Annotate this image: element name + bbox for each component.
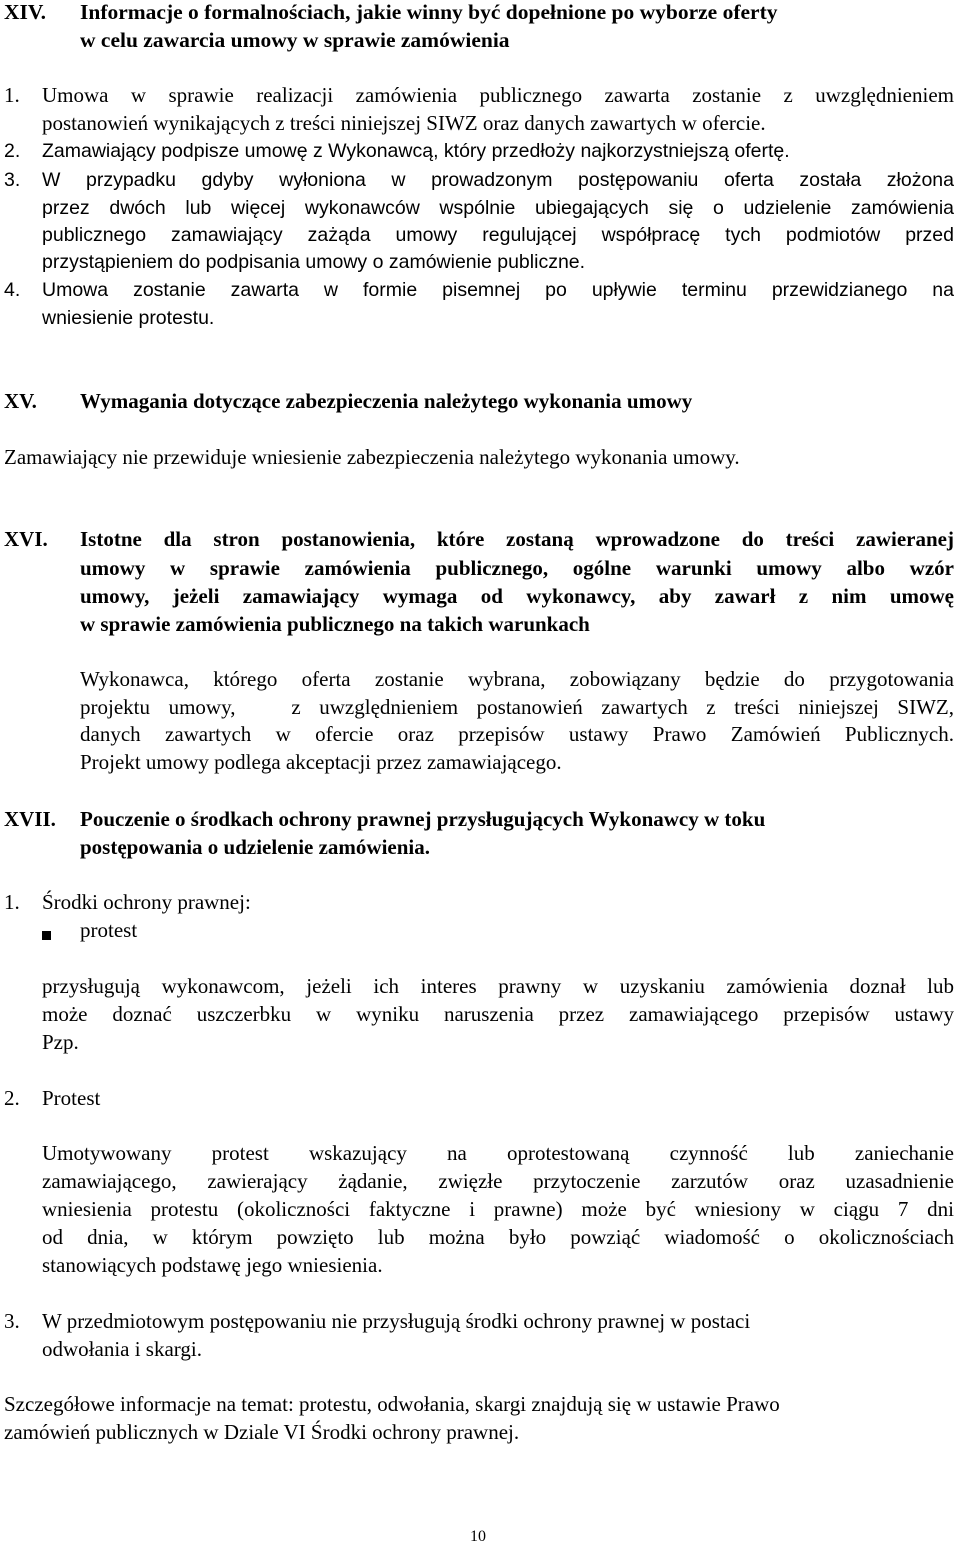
item-3-number: 3. <box>4 169 21 191</box>
section-16-title-line2: umowy w sprawie zamówienia publicznego, ogólne warunki umowy albo wzór <box>80 556 954 580</box>
s17-item-3-body-line1: W przedmiotowym postępowaniu nie przysługują środki ochrony prawnej w postaci <box>42 1309 751 1333</box>
section-17-number: XVII. <box>4 807 56 831</box>
s17-item-2-body-line3: wniesienia protestu (okoliczności faktyczne i prawne) może być wniesiony w ciągu 7 dni <box>42 1197 954 1221</box>
item-1-line2: postanowień wynikających z treści niniejszej SIWZ oraz danych zawartych w ofercie. <box>42 111 766 135</box>
section-16-body-line4: Projekt umowy podlega akceptacji przez zamawiającego. <box>80 750 562 774</box>
s17-item-1-body-line1: przysługują wykonawcom, jeżeli ich interes prawny w uzyskaniu zamówienia doznał lub <box>42 974 954 998</box>
s17-item-2-body-line5: stanowiących podstawę jego wniesienia. <box>42 1253 383 1277</box>
item-1-number: 1. <box>4 83 20 107</box>
item-3-line3: publicznego zamawiający zażąda umowy regulującej współpracę tych podmiotów przed <box>42 224 954 246</box>
item-4-line2: wniesienie protestu. <box>42 307 215 329</box>
bullet-square-icon <box>42 923 51 948</box>
final-note-line2: zamówień publicznych w Dziale VI Środki ochrony prawnej. <box>4 1420 520 1444</box>
section-14-number: XIV. <box>4 0 47 24</box>
section-16-body-line1: Wykonawca, którego oferta zostanie wybrana, zobowiązany będzie do przygotowania <box>80 667 954 691</box>
section-14-title-line2: w celu zawarcia umowy w sprawie zamówienia <box>80 28 510 52</box>
item-3-line4: przystąpieniem do podpisania umowy o zamówienie publiczne. <box>42 251 586 273</box>
section-17-title-line2: postępowania o udzielenie zamówienia. <box>80 835 430 859</box>
section-16-title-line4: w sprawie zamówienia publicznego na takich warunkach <box>80 612 590 636</box>
item-1-line1: Umowa w sprawie realizacji zamówienia publicznego zawarta zostanie z uwzględnieniem <box>42 83 954 107</box>
s17-item-1-body-line2: może doznać uszczerbku w wyniku naruszenia przez zamawiającego przepisów ustawy <box>42 1002 954 1026</box>
s17-item-1-body-line3: Pzp. <box>42 1030 79 1054</box>
s17-item-2-body-line1: Umotywowany protest wskazujący na oprotestowaną czynność lub zaniechanie <box>42 1141 954 1165</box>
section-16-body-line2: projektu umowy, z uwzględnieniem postanowień zawartych z treści niniejszej SIWZ, <box>80 695 954 719</box>
item-4-number: 4. <box>4 279 21 301</box>
section-15-number: XV. <box>4 389 37 413</box>
item-3-line2: przez dwóch lub więcej wykonawców wspólnie ubiegających się o udzielenie zamówienia <box>42 197 954 219</box>
section-16-title-line3: umowy, jeżeli zamawiający wymaga od wykonawcy, aby zawarł z nim umowę <box>80 584 954 608</box>
section-15-body: Zamawiający nie przewiduje wniesienie zabezpieczenia należytego wykonania umowy. <box>4 445 740 469</box>
s17-item-1-label: Środki ochrony prawnej: <box>42 890 251 914</box>
final-note-line1: Szczegółowe informacje na temat: protestu, odwołania, skargi znajdują się w ustawie Prawo <box>4 1392 780 1416</box>
item-4-line1: Umowa zostanie zawarta w formie pisemnej po upływie terminu przewidzianego na <box>42 279 954 301</box>
section-16-number: XVI. <box>4 527 48 551</box>
s17-item-2-number: 2. <box>4 1086 20 1110</box>
s17-item-2-body-line2: zamawiającego, zawierający żądanie, zwięzłe przytoczenie zarzutów oraz uzasadnienie <box>42 1169 954 1193</box>
bullet-text: protest <box>80 918 138 942</box>
s17-item-1-number: 1. <box>4 890 20 914</box>
item-3-line1: W przypadku gdyby wyłoniona w prowadzonym postępowaniu oferta została złożona <box>42 169 954 191</box>
page-number: 10 <box>470 1528 486 1545</box>
s17-item-2-label: Protest <box>42 1086 101 1110</box>
s17-item-2-body-line4: od dnia, w którym powzięto lub można było powziąć wiadomość o okolicznościach <box>42 1225 954 1249</box>
section-16-title-line1: Istotne dla stron postanowienia, które zostaną wprowadzone do treści zawieranej <box>80 527 954 551</box>
section-14-title-line1: Informacje o formalnościach, jakie winny być dopełnione po wyborze oferty <box>80 0 778 24</box>
s17-item-3-number: 3. <box>4 1309 20 1333</box>
section-17-title-line1: Pouczenie o środkach ochrony prawnej przysługujących Wykonawcy w toku <box>80 807 766 831</box>
section-15-title: Wymagania dotyczące zabezpieczenia należytego wykonania umowy <box>80 389 693 413</box>
item-2-number: 2. <box>4 140 21 162</box>
item-2-line1: Zamawiający podpisze umowę z Wykonawcą, który przedłoży najkorzystniejszą ofertę. <box>42 140 790 162</box>
section-16-body-line3: danych zawartych w ofercie oraz przepisów ustawy Prawo Zamówień Publicznych. <box>80 722 954 746</box>
s17-item-3-body-line2: odwołania i skargi. <box>42 1337 203 1361</box>
